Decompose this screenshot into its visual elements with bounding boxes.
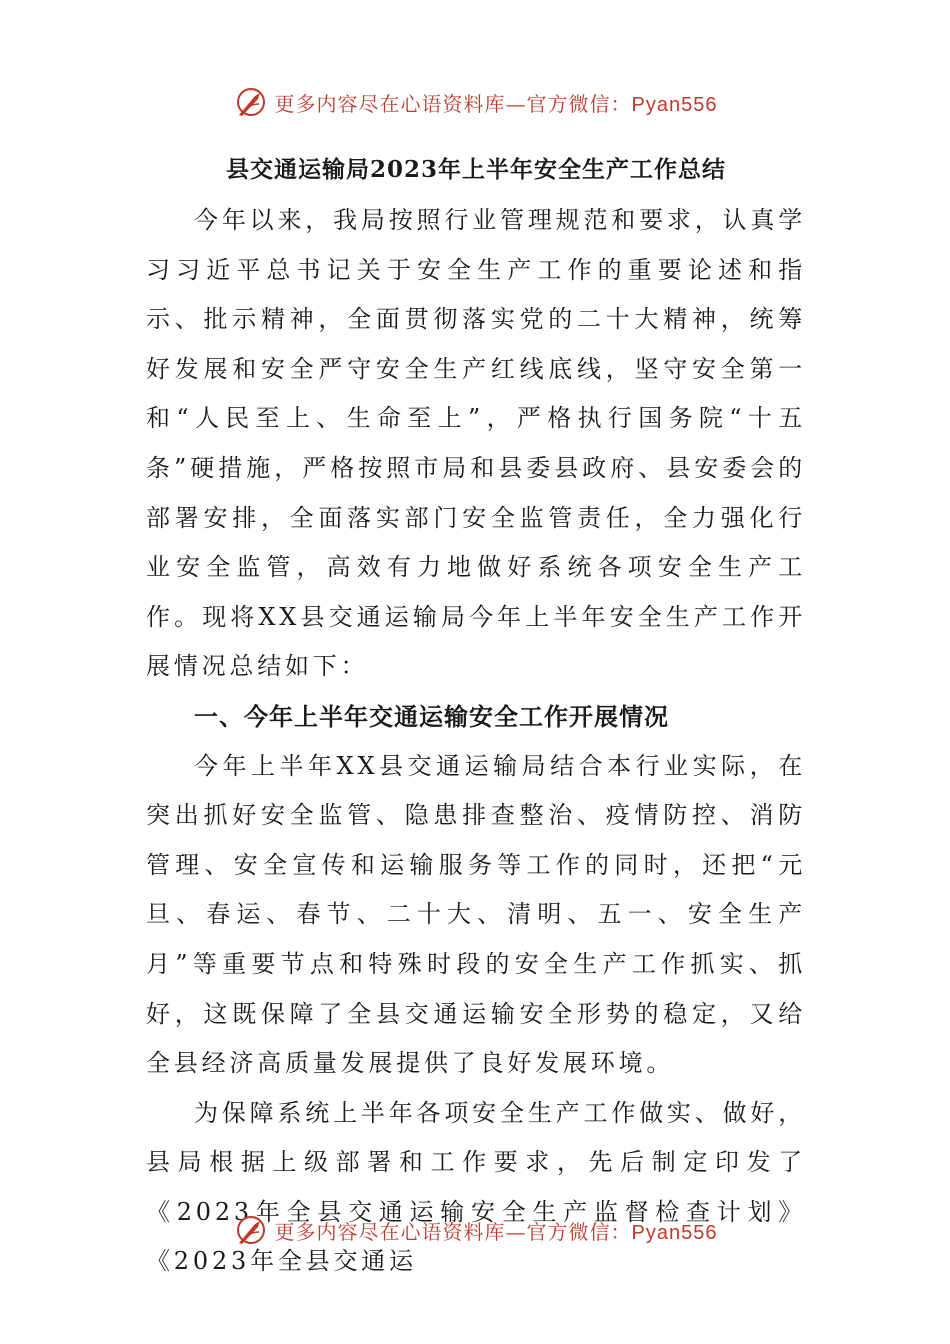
watermark-banner-bottom: [0, 1208, 950, 1252]
section-paragraph: 今年上半年XX县交通运输局结合本行业实际，在突出抓好安全监管、隐患排查整治、疫情防控、消防管理、安全宣传和运输服务等工作的同时，还把“元旦、春运、春节、二十大、清明、五一、安全生产月”等重要节点和特殊时段的安全生产工作抓实、抓好，这既保障了全县交通运输安全形势的稳定，又给全县经济高质量发展提供了良好发展环境。: [146, 751, 806, 1078]
section-heading: 一、今年上半年交通运输安全工作开展情况: [194, 701, 669, 731]
section-paragraph: 为保障系统上半年各项安全生产工作做实、做好，县局根据上级部署和工作要求，先后制定印发了《2023年全县交通运输安全生产监督检查计划》《2023年全县交通运: [146, 1098, 806, 1276]
watermark-text: 更多内容尽在心语资料库—官方微信：Pyan556: [274, 91, 718, 116]
watermark-banner-top: [0, 80, 950, 124]
pen-nib-circle-icon: [233, 1212, 269, 1248]
document-title: 县交通运输局2023年上半年安全生产工作总结: [225, 156, 726, 183]
intro-paragraph: 今年以来，我局按照行业管理规范和要求，认真学习习近平总书记关于安全生产工作的重要论述和指示、批示精神，全面贯彻落实党的二十大精神，统筹好发展和安全严守安全生产红线底线，坚守安全第一和“人民至上、生命至上”，严格执行国务院“十五条”硬措施，严格按照市局和县委县政府、县安委会的部署安排，全面落实部门安全监管责任，全力强化行业安全监管，高效有力地做好系统各项安全生产工作。现将XX县交通运输局今年上半年安全生产工作开展情况总结如下：: [146, 206, 806, 681]
pen-nib-circle-icon: [233, 84, 269, 120]
document-body: [146, 148, 806, 1287]
watermark-text: 更多内容尽在心语资料库—官方微信：Pyan556: [274, 1219, 718, 1244]
